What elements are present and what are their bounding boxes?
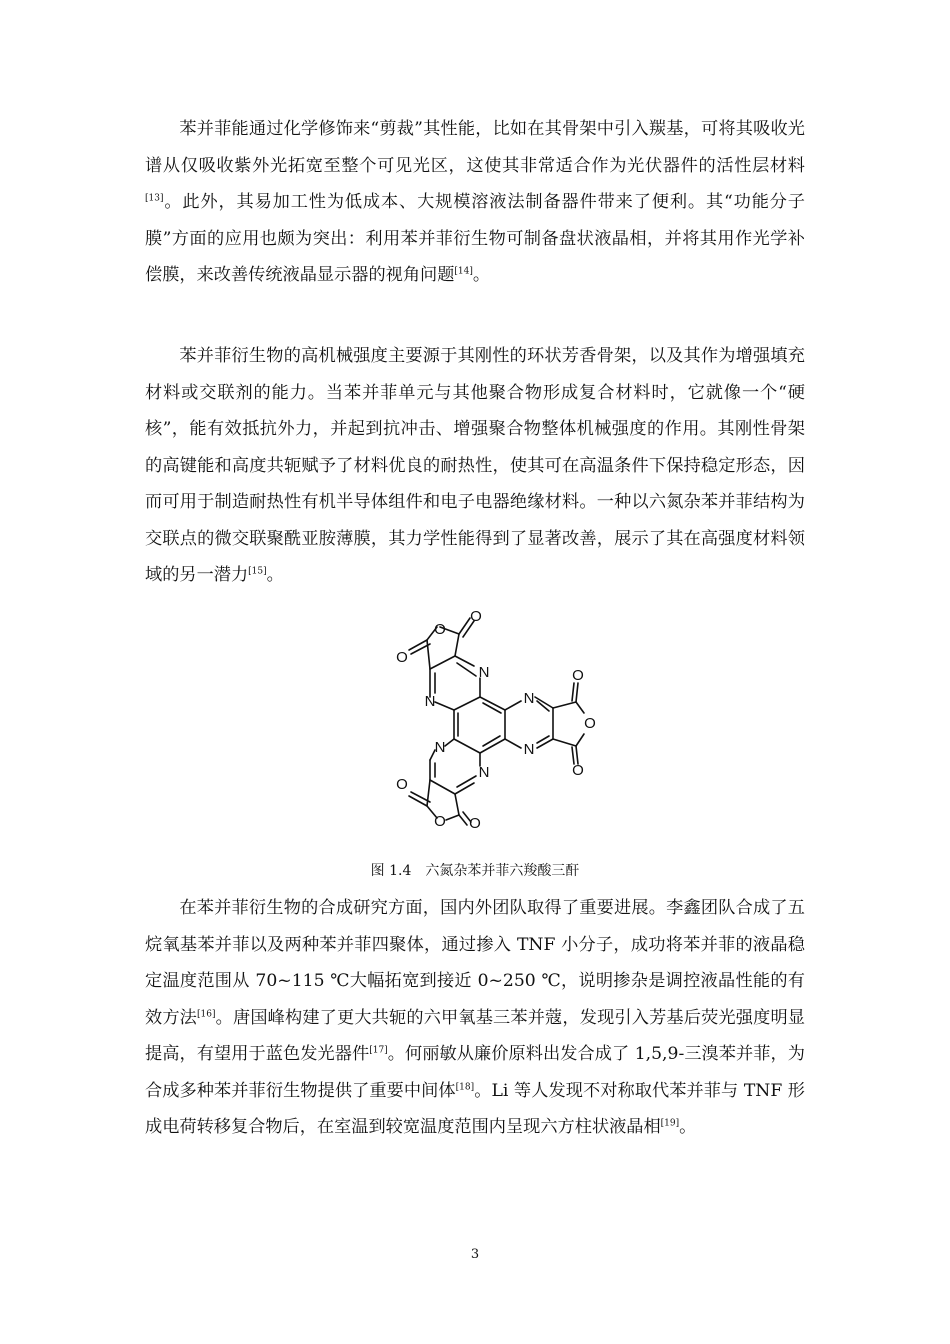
citation-19: [19] — [660, 1118, 680, 1129]
nitrogen-atom: N — [478, 664, 490, 681]
citation-14: [14] — [454, 266, 473, 277]
nitrogen-atom: N — [523, 741, 535, 758]
citation-17: [17] — [369, 1045, 388, 1056]
citation-16: [16] — [197, 1008, 216, 1019]
paragraph-2: 苯并菲衍生物的高机械强度主要源于其刚性的环状芳香骨架，以及其作为增强填充材料或交联剂的能力。当苯并菲单元与其他聚合物形成复合材料时，它就像一个“硬核”，能有效抵抗外力，并起到抗冲击、增强聚合物整体机械强度的作用。其刚性骨架的高键能和高度共轭赋予了材料优良的耐热性，使其可在高温条件下保持稳定形态，因而可用于制造耐热性有机半导体组件和电子电器绝缘材料。一种以六氮杂苯并菲结构为交联点的微交联聚酰亚胺薄膜，其力学性能得到了显著改善，展示了其在高强度材料领域的另一潜力[15]。 — [145, 346, 805, 585]
paragraph-1: 苯并菲能通过化学修饰来“剪裁”其性能，比如在其骨架中引入羰基，可将其吸收光谱从仅吸收紫外光拓宽至整个可见光区，这使其非常适合作为光伏器件的活性层材料[13]。此外，其易加工性为低成本、大规模溶液法制备器件带来了便利。其“功能分子膜”方面的应用也颇为突出：利用苯并菲衍生物可制备盘状液晶相，并将其用作光学补偿膜，来改善传统液晶显示器的视角问题[14]。 — [145, 119, 805, 285]
citation-13: [13] — [145, 193, 164, 204]
nitrogen-atom: N — [424, 693, 436, 710]
nitrogen-atom: N — [478, 764, 490, 781]
oxygen-atom: O — [396, 776, 408, 793]
citation-18: [18] — [455, 1081, 475, 1092]
oxygen-atom: O — [434, 621, 446, 638]
oxygen-atom: O — [572, 667, 584, 684]
paragraph-3: 在苯并菲衍生物的合成研究方面，国内外团队取得了重要进展。李鑫团队合成了五烷氧基苯并菲以及两种苯并菲四聚体，通过掺入 TNF 小分子，成功将苯并菲的液晶稳定温度范围从 70~115 ℃大幅拓宽到接近 0~250 ℃，说明掺杂是调控液晶性能的有效方法[16]。唐国峰构建了更大共轭的六甲氧基三苯并蔻，发现引入芳基后荧光强度明显提高，有望用于蓝色发光器件[17]。何丽敏从廉价原料出发合成了 1,5,9-三溴苯并菲，为合成多种苯并菲衍生物提供了重要中间体[18]。Li 等人发现不对称取代苯并菲与 TNF 形成电荷转移复合物后，在室温到较宽温度范围内呈现六方柱状液晶相[19]。 — [145, 898, 805, 1137]
hat-chemical-structure — [380, 600, 610, 830]
oxygen-atom: O — [396, 649, 408, 666]
nitrogen-atom: N — [434, 739, 446, 756]
oxygen-atom: O — [434, 813, 446, 830]
oxygen-atom: O — [572, 762, 584, 779]
nitrogen-atom: N — [523, 690, 535, 707]
oxygen-atom: O — [470, 608, 482, 625]
oxygen-atom: O — [469, 815, 481, 830]
citation-15: [15] — [248, 566, 267, 577]
figure-caption: 图 1.4 六氮杂苯并菲六羧酸三酐 — [370, 863, 580, 879]
oxygen-atom: O — [584, 715, 596, 732]
page-number: 3 — [470, 1247, 480, 1262]
